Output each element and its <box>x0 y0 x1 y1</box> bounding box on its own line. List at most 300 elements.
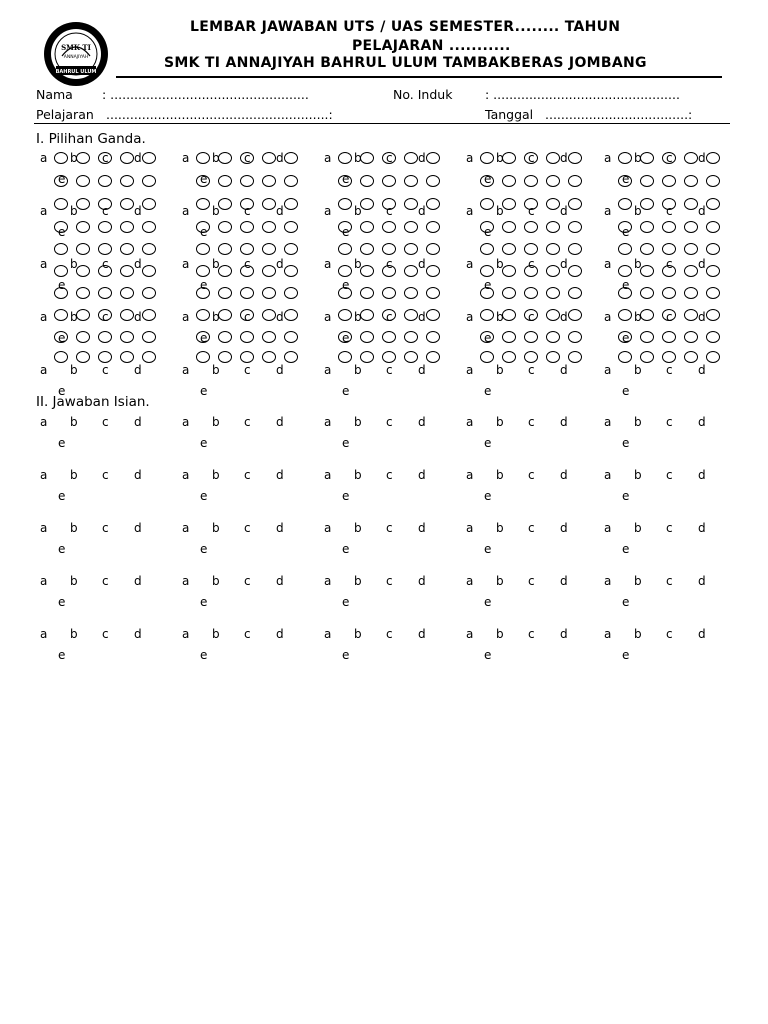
answer-bubble[interactable] <box>684 221 698 233</box>
answer-bubble[interactable] <box>480 309 494 321</box>
answer-bubble[interactable] <box>142 175 156 187</box>
answer-bubble[interactable] <box>120 221 134 233</box>
answer-bubble[interactable] <box>568 351 582 363</box>
answer-bubble[interactable] <box>262 175 276 187</box>
answer-bubble[interactable] <box>98 309 112 324</box>
answer-bubble[interactable] <box>382 243 396 255</box>
option-letter-c: c <box>386 574 393 588</box>
answer-bubble[interactable] <box>142 198 156 210</box>
answer-bubble[interactable] <box>640 175 654 187</box>
answer-bubble[interactable] <box>684 309 698 321</box>
answer-bubble[interactable] <box>54 243 68 255</box>
answer-bubble[interactable] <box>284 309 298 321</box>
option-letter-a: a <box>182 468 190 482</box>
answer-bubble[interactable] <box>142 287 156 299</box>
answer-bubble[interactable] <box>218 287 232 299</box>
option-letter-a: a <box>324 310 332 324</box>
answer-bubble[interactable] <box>684 198 698 210</box>
answer-bubble[interactable] <box>546 265 560 277</box>
answer-bubble[interactable] <box>54 309 68 321</box>
answer-bubble[interactable] <box>684 175 698 187</box>
answer-bubble[interactable] <box>98 175 112 187</box>
option-letter-b: b <box>634 468 642 482</box>
answer-bubble[interactable] <box>684 287 698 299</box>
answer-bubble[interactable] <box>262 198 276 210</box>
answer-bubble[interactable] <box>662 265 676 277</box>
option-letter-e: e <box>342 278 350 292</box>
answer-bubble[interactable] <box>640 309 654 321</box>
answer-bubble[interactable] <box>120 198 134 210</box>
answer-bubble[interactable] <box>76 221 90 233</box>
answer-bubble[interactable] <box>382 265 396 277</box>
option-letter-a: a <box>40 363 48 377</box>
answer-bubble[interactable] <box>706 175 720 187</box>
option-letter-e: e <box>622 225 630 239</box>
answer-bubble[interactable] <box>338 243 352 255</box>
answer-bubble[interactable] <box>546 152 560 164</box>
answer-bubble[interactable] <box>338 331 352 343</box>
answer-bubble[interactable] <box>120 175 134 187</box>
answer-bubble[interactable] <box>196 152 210 164</box>
answer-bubble[interactable] <box>360 221 374 233</box>
option-letter-d: d <box>418 521 426 535</box>
answer-bubble[interactable] <box>262 152 276 164</box>
answer-bubble[interactable] <box>546 331 560 343</box>
answer-bubble[interactable] <box>662 175 676 187</box>
answer-bubble[interactable] <box>218 221 232 233</box>
answer-bubble[interactable] <box>218 198 232 210</box>
answer-bubble[interactable] <box>142 152 156 164</box>
answer-bubble[interactable] <box>684 265 698 277</box>
answer-bubble[interactable] <box>284 243 298 255</box>
option-letter-e: e <box>484 595 492 609</box>
answer-bubble[interactable] <box>684 331 698 343</box>
option-letter-c: c <box>386 257 393 271</box>
answer-bubble[interactable] <box>706 351 720 363</box>
answer-bubble[interactable] <box>196 172 210 187</box>
option-letter-c: c <box>386 468 393 482</box>
answer-bubble[interactable] <box>54 351 68 363</box>
answer-bubble[interactable] <box>218 243 232 255</box>
answer-bubble[interactable] <box>618 331 632 343</box>
answer-bubble[interactable] <box>618 265 632 277</box>
answer-bubble[interactable] <box>546 243 560 255</box>
answer-bubble[interactable] <box>502 287 516 299</box>
answer-bubble[interactable] <box>240 265 254 277</box>
answer-bubble[interactable] <box>76 309 90 321</box>
answer-bubble[interactable] <box>618 287 632 299</box>
answer-bubble[interactable] <box>262 221 276 233</box>
answer-bubble[interactable] <box>426 175 440 187</box>
answer-bubble[interactable] <box>142 243 156 255</box>
answer-bubble[interactable] <box>382 152 396 164</box>
option-letter-b: b <box>70 521 78 535</box>
answer-bubble[interactable] <box>480 198 494 210</box>
answer-bubble[interactable] <box>706 243 720 255</box>
answer-bubble[interactable] <box>618 172 632 187</box>
answer-bubble[interactable] <box>360 265 374 277</box>
answer-bubble[interactable] <box>98 221 112 233</box>
answer-bubble[interactable] <box>404 331 418 343</box>
answer-bubble[interactable] <box>262 309 276 321</box>
answer-bubble[interactable] <box>546 221 560 233</box>
answer-bubble[interactable] <box>618 152 632 164</box>
answer-bubble[interactable] <box>218 152 232 164</box>
answer-bubble[interactable] <box>120 309 134 321</box>
answer-bubble[interactable] <box>262 243 276 255</box>
answer-bubble[interactable] <box>76 175 90 187</box>
answer-bubble[interactable] <box>196 351 210 363</box>
answer-bubble[interactable] <box>196 287 210 299</box>
answer-bubble[interactable] <box>338 265 352 277</box>
answer-bubble[interactable] <box>706 265 720 277</box>
answer-bubble[interactable] <box>54 265 68 277</box>
answer-bubble[interactable] <box>360 309 374 321</box>
answer-bubble[interactable] <box>426 152 440 164</box>
answer-bubble[interactable] <box>338 287 352 299</box>
answer-bubble[interactable] <box>706 221 720 233</box>
option-letter-a: a <box>466 151 474 165</box>
answer-bubble[interactable] <box>218 331 232 343</box>
answer-bubble[interactable] <box>662 309 676 324</box>
answer-bubble[interactable] <box>196 243 210 255</box>
answer-bubble[interactable] <box>706 287 720 299</box>
option-letter-e: e <box>342 384 350 398</box>
answer-bubble[interactable] <box>546 198 560 210</box>
answer-bubble[interactable] <box>524 351 538 363</box>
answer-bubble[interactable] <box>662 152 676 164</box>
option-letter-e: e <box>622 489 630 503</box>
answer-bubble[interactable] <box>546 351 560 363</box>
answer-bubble[interactable] <box>568 243 582 255</box>
option-letter-e: e <box>342 489 350 503</box>
nis-label: No. Induk <box>393 87 453 102</box>
answer-bubble[interactable] <box>502 221 516 233</box>
answer-bubble[interactable] <box>640 287 654 299</box>
option-letter-a: a <box>40 627 48 641</box>
answer-bubble[interactable] <box>240 198 254 210</box>
option-letter-b: b <box>496 574 504 588</box>
answer-bubble[interactable] <box>54 198 68 210</box>
answer-bubble[interactable] <box>524 243 538 255</box>
answer-bubble[interactable] <box>640 243 654 255</box>
answer-bubble[interactable] <box>480 351 494 363</box>
answer-bubble[interactable] <box>120 287 134 299</box>
option-letter-d: d <box>698 204 706 218</box>
answer-bubble[interactable] <box>142 331 156 343</box>
answer-bubble[interactable] <box>120 152 134 164</box>
answer-bubble[interactable] <box>618 351 632 363</box>
answer-bubble[interactable] <box>568 152 582 164</box>
answer-bubble[interactable] <box>262 331 276 343</box>
answer-bubble[interactable] <box>404 265 418 277</box>
answer-bubble[interactable] <box>240 309 254 324</box>
option-letter-e: e <box>484 489 492 503</box>
answer-bubble[interactable] <box>502 152 516 164</box>
answer-bubble[interactable] <box>262 287 276 299</box>
answer-bubble[interactable] <box>54 287 68 299</box>
answer-bubble[interactable] <box>76 331 90 343</box>
answer-bubble[interactable] <box>240 287 254 299</box>
answer-bubble[interactable] <box>426 243 440 255</box>
answer-bubble[interactable] <box>618 243 632 255</box>
option-letter-c: c <box>666 310 673 324</box>
answer-bubble[interactable] <box>426 351 440 363</box>
option-letter-d: d <box>134 468 142 482</box>
answer-bubble[interactable] <box>98 265 112 277</box>
answer-bubble[interactable] <box>480 172 494 187</box>
answer-bubble[interactable] <box>404 221 418 233</box>
answer-bubble[interactable] <box>218 351 232 363</box>
option-letter-d: d <box>560 468 568 482</box>
nama-label: Nama <box>36 87 73 102</box>
nis-field[interactable]: : ............................................... <box>485 87 680 102</box>
answer-bubble[interactable] <box>480 331 494 343</box>
answer-bubble[interactable] <box>360 287 374 299</box>
answer-bubble[interactable] <box>404 152 418 164</box>
answer-bubble[interactable] <box>382 331 396 343</box>
answer-bubble[interactable] <box>98 243 112 255</box>
answer-bubble[interactable] <box>284 152 298 164</box>
answer-bubble[interactable] <box>568 175 582 187</box>
answer-bubble[interactable] <box>284 221 298 233</box>
answer-bubble[interactable] <box>284 198 298 210</box>
answer-bubble[interactable] <box>142 309 156 321</box>
answer-bubble[interactable] <box>662 221 676 233</box>
option-letter-a: a <box>604 574 612 588</box>
answer-bubble[interactable] <box>618 309 632 321</box>
answer-bubble[interactable] <box>662 351 676 363</box>
answer-bubble[interactable] <box>706 309 720 321</box>
answer-bubble[interactable] <box>76 265 90 277</box>
answer-bubble[interactable] <box>684 351 698 363</box>
answer-bubble[interactable] <box>524 331 538 343</box>
answer-bubble[interactable] <box>546 175 560 187</box>
answer-bubble[interactable] <box>404 243 418 255</box>
answer-bubble[interactable] <box>338 152 352 164</box>
answer-bubble[interactable] <box>662 287 676 299</box>
answer-bubble[interactable] <box>284 351 298 363</box>
answer-bubble[interactable] <box>684 152 698 164</box>
answer-bubble[interactable] <box>662 331 676 343</box>
answer-bubble[interactable] <box>640 221 654 233</box>
answer-bubble[interactable] <box>524 152 538 164</box>
answer-bubble[interactable] <box>142 351 156 363</box>
answer-bubble[interactable] <box>568 287 582 299</box>
answer-bubble[interactable] <box>546 287 560 299</box>
answer-bubble[interactable] <box>546 309 560 321</box>
answer-bubble[interactable] <box>502 198 516 210</box>
answer-bubble[interactable] <box>502 265 516 277</box>
option-letter-a: a <box>40 257 48 271</box>
answer-bubble[interactable] <box>662 198 676 210</box>
answer-bubble[interactable] <box>502 351 516 363</box>
answer-bubble[interactable] <box>262 265 276 277</box>
answer-bubble[interactable] <box>240 221 254 233</box>
nama-field[interactable]: : .................................................. <box>102 87 309 102</box>
answer-bubble[interactable] <box>338 309 352 321</box>
answer-bubble[interactable] <box>426 221 440 233</box>
answer-bubble[interactable] <box>568 198 582 210</box>
answer-bubble[interactable] <box>404 198 418 210</box>
answer-bubble[interactable] <box>524 309 538 324</box>
answer-bubble[interactable] <box>98 331 112 343</box>
answer-bubble[interactable] <box>568 221 582 233</box>
answer-bubble[interactable] <box>196 309 210 321</box>
answer-bubble[interactable] <box>76 351 90 363</box>
answer-bubble[interactable] <box>662 243 676 255</box>
answer-bubble[interactable] <box>404 351 418 363</box>
answer-bubble[interactable] <box>480 287 494 299</box>
answer-bubble[interactable] <box>120 351 134 363</box>
answer-bubble[interactable] <box>706 331 720 343</box>
answer-bubble[interactable] <box>684 243 698 255</box>
answer-bubble[interactable] <box>618 221 632 233</box>
answer-bubble[interactable] <box>640 198 654 210</box>
pelajaran-field[interactable]: ........................................................: <box>106 107 333 122</box>
answer-bubble[interactable] <box>426 265 440 277</box>
answer-bubble[interactable] <box>360 175 374 187</box>
answer-bubble[interactable] <box>640 152 654 164</box>
answer-bubble[interactable] <box>360 198 374 210</box>
option-letter-c: c <box>244 257 251 271</box>
answer-bubble[interactable] <box>640 351 654 363</box>
option-letter-a: a <box>324 574 332 588</box>
answer-bubble[interactable] <box>240 331 254 343</box>
answer-bubble[interactable] <box>98 152 112 164</box>
answer-bubble[interactable] <box>568 309 582 321</box>
answer-bubble[interactable] <box>54 172 68 187</box>
option-letter-e: e <box>622 436 630 450</box>
answer-bubble[interactable] <box>120 243 134 255</box>
answer-bubble[interactable] <box>76 243 90 255</box>
answer-bubble[interactable] <box>502 175 516 187</box>
answer-bubble[interactable] <box>196 265 210 277</box>
option-letter-c: c <box>528 363 535 377</box>
answer-bubble[interactable] <box>284 175 298 187</box>
answer-bubble[interactable] <box>640 265 654 277</box>
answer-bubble[interactable] <box>284 287 298 299</box>
answer-bubble[interactable] <box>524 265 538 277</box>
option-letter-c: c <box>102 310 109 324</box>
answer-bubble[interactable] <box>262 351 276 363</box>
answer-bubble[interactable] <box>284 331 298 343</box>
answer-bubble[interactable] <box>568 265 582 277</box>
option-letter-b: b <box>70 415 78 429</box>
answer-bubble[interactable] <box>240 152 254 164</box>
answer-bubble[interactable] <box>360 331 374 343</box>
answer-bubble[interactable] <box>120 331 134 343</box>
answer-bubble[interactable] <box>338 172 352 187</box>
answer-bubble[interactable] <box>382 309 396 324</box>
answer-bubble[interactable] <box>76 152 90 164</box>
option-letter-c: c <box>102 151 109 165</box>
answer-bubble[interactable] <box>706 198 720 210</box>
answer-bubble[interactable] <box>218 265 232 277</box>
answer-bubble[interactable] <box>524 175 538 187</box>
option-letter-a: a <box>40 521 48 535</box>
answer-bubble[interactable] <box>426 198 440 210</box>
answer-bubble[interactable] <box>706 152 720 164</box>
answer-bubble[interactable] <box>502 309 516 321</box>
answer-bubble[interactable] <box>382 198 396 210</box>
answer-bubble[interactable] <box>76 287 90 299</box>
option-letter-d: d <box>134 415 142 429</box>
option-letter-c: c <box>244 204 251 218</box>
answer-bubble[interactable] <box>480 152 494 164</box>
answer-bubble[interactable] <box>142 221 156 233</box>
option-letter-c: c <box>386 521 393 535</box>
tanggal-field[interactable]: ....................................: <box>545 107 693 122</box>
answer-bubble[interactable] <box>284 265 298 277</box>
answer-bubble[interactable] <box>76 198 90 210</box>
answer-bubble[interactable] <box>524 221 538 233</box>
answer-bubble[interactable] <box>382 351 396 363</box>
answer-bubble[interactable] <box>640 331 654 343</box>
answer-bubble[interactable] <box>480 221 494 233</box>
answer-bubble[interactable] <box>338 351 352 363</box>
answer-bubble[interactable] <box>382 221 396 233</box>
answer-bubble[interactable] <box>338 221 352 233</box>
answer-bubble[interactable] <box>240 351 254 363</box>
answer-bubble[interactable] <box>360 152 374 164</box>
answer-bubble[interactable] <box>98 287 112 299</box>
answer-bubble[interactable] <box>524 287 538 299</box>
answer-bubble[interactable] <box>196 221 210 233</box>
answer-bubble[interactable] <box>618 198 632 210</box>
option-letter-d: d <box>276 468 284 482</box>
option-letter-d: d <box>560 574 568 588</box>
option-letter-c: c <box>244 415 251 429</box>
answer-bubble[interactable] <box>404 175 418 187</box>
answer-bubble[interactable] <box>98 351 112 363</box>
answer-bubble[interactable] <box>480 265 494 277</box>
answer-bubble[interactable] <box>360 243 374 255</box>
option-letter-e: e <box>342 172 350 186</box>
option-letter-d: d <box>698 468 706 482</box>
answer-bubble[interactable] <box>54 152 68 164</box>
option-letter-e: e <box>58 278 66 292</box>
answer-bubble[interactable] <box>382 287 396 299</box>
answer-bubble[interactable] <box>360 351 374 363</box>
answer-bubble[interactable] <box>480 243 494 255</box>
answer-bubble[interactable] <box>120 265 134 277</box>
answer-bubble[interactable] <box>502 331 516 343</box>
answer-bubble[interactable] <box>524 198 538 210</box>
answer-bubble[interactable] <box>218 309 232 321</box>
answer-bubble[interactable] <box>426 287 440 299</box>
answer-bubble[interactable] <box>98 198 112 210</box>
answer-bubble[interactable] <box>240 243 254 255</box>
answer-bubble[interactable] <box>426 331 440 343</box>
answer-bubble[interactable] <box>404 287 418 299</box>
answer-bubble[interactable] <box>196 331 210 343</box>
option-letter-c: c <box>244 521 251 535</box>
answer-bubble[interactable] <box>54 331 68 343</box>
answer-bubble[interactable] <box>426 309 440 321</box>
answer-bubble[interactable] <box>196 198 210 210</box>
answer-bubble[interactable] <box>382 175 396 187</box>
answer-bubble[interactable] <box>338 198 352 210</box>
answer-bubble[interactable] <box>502 243 516 255</box>
answer-bubble[interactable] <box>240 175 254 187</box>
option-letter-e: e <box>200 384 208 398</box>
answer-bubble[interactable] <box>218 175 232 187</box>
answer-bubble[interactable] <box>404 309 418 321</box>
answer-bubble[interactable] <box>142 265 156 277</box>
answer-bubble[interactable] <box>54 221 68 233</box>
answer-bubble[interactable] <box>568 331 582 343</box>
